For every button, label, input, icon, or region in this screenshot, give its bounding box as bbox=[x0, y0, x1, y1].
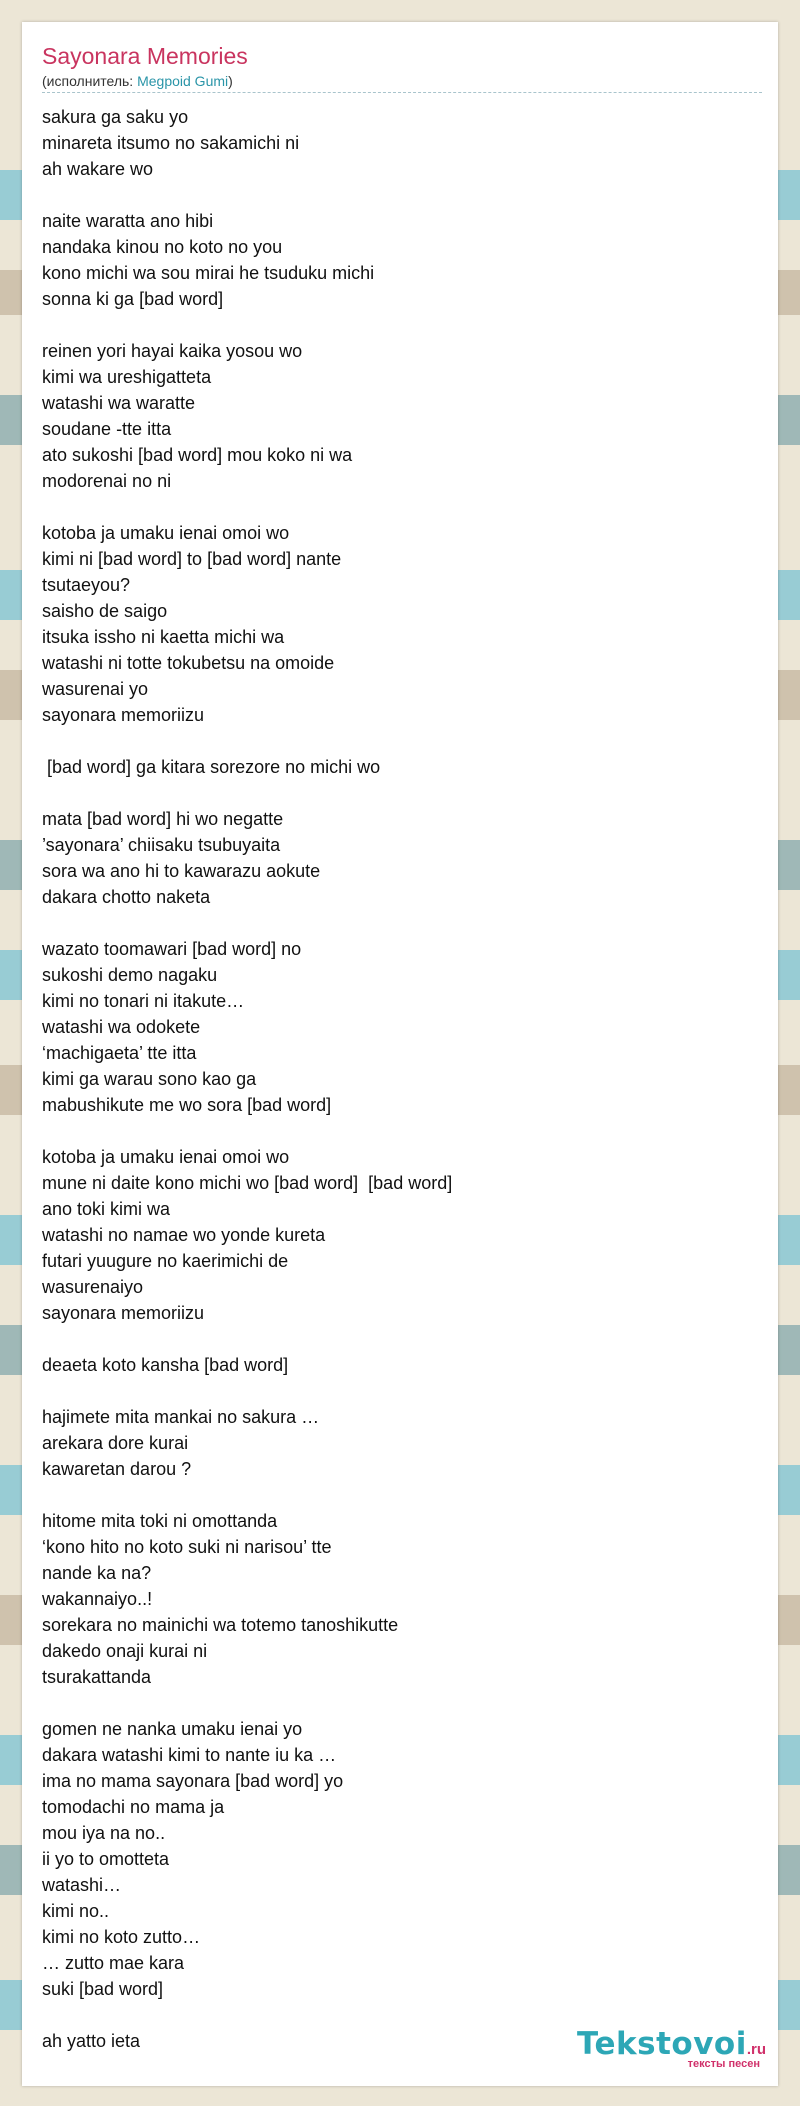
lyric-line: kotoba ja umaku ienai omoi wo bbox=[42, 1147, 290, 1167]
lyric-line: nandaka kinou no koto no you bbox=[42, 237, 283, 257]
lyrics-text bbox=[42, 104, 452, 2054]
lyric-line: kimi no tonari ni itakute… bbox=[42, 991, 245, 1011]
lyric-line: mune ni daite kono michi wo [bad word] [bad word] bbox=[42, 1173, 453, 1193]
lyric-line: sayonara memoriizu bbox=[42, 705, 205, 725]
lyric-line bbox=[42, 1378, 452, 1404]
lyric-line: ‘machigaeta’ tte itta bbox=[42, 1043, 197, 1063]
lyric-line: tsurakattanda bbox=[42, 1667, 152, 1687]
lyric-line bbox=[42, 1326, 452, 1352]
lyric-line: hitome mita toki ni omottanda bbox=[42, 1511, 278, 1531]
lyric-line: [bad word] ga kitara sorezore no michi wo bbox=[42, 757, 381, 777]
lyric-line bbox=[42, 182, 452, 208]
lyric-line: kimi wa ureshigatteta bbox=[42, 367, 212, 387]
tekstovoi-logo[interactable] bbox=[577, 2026, 766, 2070]
lyric-line: sakura ga saku yo bbox=[42, 107, 189, 127]
title-divider bbox=[42, 92, 762, 93]
lyric-line: gomen ne nanka umaku ienai yo bbox=[42, 1719, 303, 1739]
lyric-line bbox=[42, 1118, 452, 1144]
lyric-line: kono michi wa sou mirai he tsuduku michi bbox=[42, 263, 375, 283]
logo-tagline: тексты песен bbox=[687, 2058, 760, 2070]
lyric-line: reinen yori hayai kaika yosou wo bbox=[42, 341, 303, 361]
lyric-line: naite waratta ano hibi bbox=[42, 211, 214, 231]
artist-link[interactable]: Megpoid Gumi bbox=[137, 73, 229, 89]
lyric-line: kawaretan darou ? bbox=[42, 1459, 192, 1479]
lyric-line: mata [bad word] hi wo negatte bbox=[42, 809, 284, 829]
lyric-line: ah wakare wo bbox=[42, 159, 154, 179]
lyric-line: ah yatto ieta bbox=[42, 2031, 141, 2051]
lyric-line: arekara dore kurai bbox=[42, 1433, 189, 1453]
logo-domain: .ru bbox=[746, 2041, 766, 2058]
lyric-line: ‘kono hito no koto suki ni narisou’ tte bbox=[42, 1537, 332, 1557]
lyric-line: saisho de saigo bbox=[42, 601, 168, 621]
lyric-line: kotoba ja umaku ienai omoi wo bbox=[42, 523, 290, 543]
lyric-line: hajimete mita mankai no sakura … bbox=[42, 1407, 320, 1427]
lyric-line: kimi no.. bbox=[42, 1901, 110, 1921]
lyric-line: sonna ki ga [bad word] bbox=[42, 289, 224, 309]
lyric-line: sayonara memoriizu bbox=[42, 1303, 205, 1323]
lyric-line: wakannaiyo..! bbox=[42, 1589, 153, 1609]
lyric-line: kimi ga warau sono kao ga bbox=[42, 1069, 257, 1089]
lyric-line bbox=[42, 312, 452, 338]
lyric-line: minareta itsumo no sakamichi ni bbox=[42, 133, 300, 153]
lyric-line bbox=[42, 1690, 452, 1716]
lyric-line: tsutaeyou? bbox=[42, 575, 131, 595]
lyric-line: modorenai no ni bbox=[42, 471, 172, 491]
lyric-line: kimi no koto zutto… bbox=[42, 1927, 201, 1947]
lyric-line: sorekara no mainichi wa totemo tanoshikutte bbox=[42, 1615, 399, 1635]
lyric-line: watashi ni totte tokubetsu na omoide bbox=[42, 653, 335, 673]
lyric-line: dakedo onaji kurai ni bbox=[42, 1641, 208, 1661]
lyric-line: watashi no namae wo yonde kureta bbox=[42, 1225, 326, 1245]
lyric-line: tomodachi no mama ja bbox=[42, 1797, 225, 1817]
lyric-line: ’sayonara’ chiisaku tsubuyaita bbox=[42, 835, 281, 855]
lyric-line: suki [bad word] bbox=[42, 1979, 164, 1999]
lyric-line: ima no mama sayonara [bad word] yo bbox=[42, 1771, 344, 1791]
artist-prefix: (исполнитель: bbox=[42, 73, 138, 89]
lyric-line: mou iya na no.. bbox=[42, 1823, 166, 1843]
lyric-line bbox=[42, 2002, 452, 2028]
lyric-line: watashi… bbox=[42, 1875, 122, 1895]
lyric-line: itsuka issho ni kaetta michi wa bbox=[42, 627, 285, 647]
lyric-line: ii yo to omotteta bbox=[42, 1849, 170, 1869]
lyric-line: nande ka na? bbox=[42, 1563, 152, 1583]
lyric-line: wasurenai yo bbox=[42, 679, 149, 699]
lyric-line: futari yuugure no kaerimichi de bbox=[42, 1251, 289, 1271]
logo-wordmark: Tekstovoi bbox=[576, 2026, 747, 2062]
lyric-line: wasurenaiyo bbox=[42, 1277, 144, 1297]
lyric-line: sora wa ano hi to kawarazu aokute bbox=[42, 861, 321, 881]
lyric-line: dakara chotto naketa bbox=[42, 887, 211, 907]
lyric-line bbox=[42, 728, 452, 754]
lyric-line: watashi wa odokete bbox=[42, 1017, 201, 1037]
lyric-line: kimi ni [bad word] to [bad word] nante bbox=[42, 549, 342, 569]
lyric-line: soudane -tte itta bbox=[42, 419, 172, 439]
lyric-line: sukoshi demo nagaku bbox=[42, 965, 218, 985]
lyric-line: dakara watashi kimi to nante iu ka … bbox=[42, 1745, 337, 1765]
lyric-line: watashi wa waratte bbox=[42, 393, 196, 413]
lyric-line bbox=[42, 1482, 452, 1508]
lyric-line bbox=[42, 780, 452, 806]
artist-line bbox=[42, 73, 233, 89]
lyric-line bbox=[42, 910, 452, 936]
artist-suffix: ) bbox=[228, 73, 233, 89]
lyric-line: wazato toomawari [bad word] no bbox=[42, 939, 302, 959]
lyric-line: deaeta koto kansha [bad word] bbox=[42, 1355, 289, 1375]
lyric-line: mabushikute me wo sora [bad word] bbox=[42, 1095, 332, 1115]
lyric-line bbox=[42, 494, 452, 520]
lyric-line: ato sukoshi [bad word] mou koko ni wa bbox=[42, 445, 353, 465]
lyrics-card bbox=[22, 22, 778, 2086]
lyric-line: ano toki kimi wa bbox=[42, 1199, 171, 1219]
song-title: Sayonara Memories bbox=[42, 43, 248, 69]
lyric-line: … zutto mae kara bbox=[42, 1953, 185, 1973]
